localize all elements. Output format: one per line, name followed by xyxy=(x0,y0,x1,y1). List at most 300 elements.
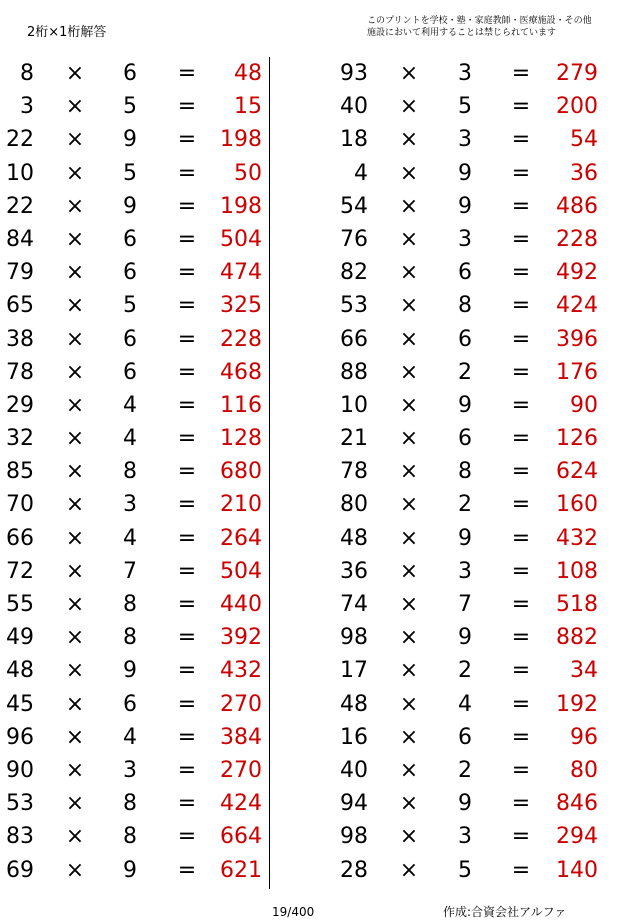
multiplier: 5 xyxy=(123,94,137,120)
multiplicand: 8 xyxy=(20,61,34,86)
problem-row xyxy=(0,621,290,654)
problem-row xyxy=(0,455,290,488)
answer: 882 xyxy=(556,625,598,651)
times-sign: × xyxy=(399,326,419,352)
problem-row xyxy=(0,123,290,156)
answer: 36 xyxy=(570,160,598,186)
times-sign: × xyxy=(65,326,85,352)
problem-row xyxy=(320,820,610,853)
problem-row xyxy=(320,389,610,422)
answer: 680 xyxy=(220,459,262,485)
multiplicand: 21 xyxy=(340,426,368,452)
problem-row xyxy=(320,522,610,555)
problem-row xyxy=(320,488,610,521)
times-sign: × xyxy=(65,625,85,651)
problem-row xyxy=(320,190,610,223)
multiplicand: 48 xyxy=(340,525,368,551)
times-sign: × xyxy=(399,757,419,783)
column-divider xyxy=(269,57,270,889)
multiplicand: 66 xyxy=(340,326,368,352)
multiplicand: 49 xyxy=(6,625,34,651)
equals-sign: = xyxy=(511,160,531,186)
answer: 108 xyxy=(556,558,598,584)
times-sign: × xyxy=(65,459,85,485)
answer: 128 xyxy=(220,426,262,452)
multiplier: 4 xyxy=(458,691,472,717)
multiplicand: 98 xyxy=(340,824,368,850)
problem-row xyxy=(0,90,290,123)
problem-row xyxy=(0,754,290,787)
multiplicand: 66 xyxy=(6,525,34,551)
problem-row xyxy=(320,455,610,488)
equals-sign: = xyxy=(177,127,197,153)
equals-sign: = xyxy=(511,127,531,153)
equals-sign: = xyxy=(511,757,531,783)
multiplier: 3 xyxy=(123,492,137,518)
answer: 432 xyxy=(220,658,262,684)
problem-row xyxy=(0,654,290,687)
answer: 176 xyxy=(556,359,598,385)
times-sign: × xyxy=(399,193,419,219)
equals-sign: = xyxy=(511,426,531,452)
times-sign: × xyxy=(65,724,85,750)
multiplier: 8 xyxy=(458,293,472,319)
problem-row xyxy=(0,323,290,356)
multiplicand: 84 xyxy=(6,226,34,252)
answer: 228 xyxy=(556,226,598,252)
problem-row xyxy=(320,721,610,754)
multiplicand: 88 xyxy=(340,359,368,385)
problem-row xyxy=(0,721,290,754)
multiplier: 2 xyxy=(458,359,472,385)
multiplier: 7 xyxy=(458,592,472,617)
equals-sign: = xyxy=(177,392,197,418)
times-sign: × xyxy=(65,492,85,518)
times-sign: × xyxy=(399,691,419,717)
answer: 432 xyxy=(556,525,598,551)
multiplicand: 78 xyxy=(340,459,368,485)
answer: 80 xyxy=(570,757,598,783)
equals-sign: = xyxy=(177,691,197,717)
problem-row xyxy=(0,522,290,555)
times-sign: × xyxy=(65,658,85,684)
right-problem-column xyxy=(320,57,610,887)
times-sign: × xyxy=(399,459,419,485)
problem-row xyxy=(320,256,610,289)
equals-sign: = xyxy=(511,359,531,385)
multiplier: 4 xyxy=(123,724,137,750)
multiplicand: 55 xyxy=(6,592,34,617)
answer: 518 xyxy=(556,592,598,617)
answer: 48 xyxy=(234,61,262,86)
multiplier: 4 xyxy=(123,426,137,452)
answer: 90 xyxy=(570,392,598,418)
multiplier: 5 xyxy=(123,293,137,319)
answer: 126 xyxy=(556,426,598,452)
answer: 621 xyxy=(220,857,262,883)
multiplier: 8 xyxy=(123,824,137,850)
times-sign: × xyxy=(399,160,419,186)
multiplier: 9 xyxy=(123,658,137,684)
multiplier: 4 xyxy=(123,392,137,418)
times-sign: × xyxy=(65,392,85,418)
times-sign: × xyxy=(65,558,85,584)
times-sign: × xyxy=(399,293,419,319)
multiplicand: 10 xyxy=(340,392,368,418)
multiplicand: 72 xyxy=(6,558,34,584)
answer: 160 xyxy=(556,492,598,518)
problem-row xyxy=(320,787,610,820)
equals-sign: = xyxy=(511,592,531,617)
multiplicand: 3 xyxy=(20,94,34,120)
problem-row xyxy=(0,488,290,521)
multiplier: 6 xyxy=(458,426,472,452)
answer: 440 xyxy=(220,592,262,617)
answer: 392 xyxy=(220,625,262,651)
equals-sign: = xyxy=(177,459,197,485)
equals-sign: = xyxy=(177,94,197,120)
problem-row xyxy=(0,157,290,190)
equals-sign: = xyxy=(177,260,197,286)
answer: 846 xyxy=(556,791,598,817)
equals-sign: = xyxy=(511,94,531,120)
multiplicand: 32 xyxy=(6,426,34,452)
equals-sign: = xyxy=(177,724,197,750)
multiplier: 9 xyxy=(458,193,472,219)
multiplicand: 16 xyxy=(340,724,368,750)
multiplier: 9 xyxy=(123,127,137,153)
equals-sign: = xyxy=(511,824,531,850)
equals-sign: = xyxy=(177,857,197,883)
problem-row xyxy=(320,157,610,190)
author-credit: 作成:合資会社アルファ xyxy=(443,905,567,919)
times-sign: × xyxy=(399,359,419,385)
answer: 270 xyxy=(220,757,262,783)
equals-sign: = xyxy=(511,260,531,286)
equals-sign: = xyxy=(177,426,197,452)
multiplicand: 36 xyxy=(340,558,368,584)
times-sign: × xyxy=(399,724,419,750)
times-sign: × xyxy=(399,824,419,850)
usage-notice xyxy=(367,15,592,39)
times-sign: × xyxy=(399,61,419,86)
multiplier: 7 xyxy=(123,558,137,584)
problem-row xyxy=(320,289,610,322)
problem-row xyxy=(320,356,610,389)
equals-sign: = xyxy=(511,226,531,252)
times-sign: × xyxy=(399,558,419,584)
problem-row xyxy=(0,389,290,422)
multiplicand: 53 xyxy=(340,293,368,319)
multiplier: 8 xyxy=(458,459,472,485)
multiplier: 2 xyxy=(458,492,472,518)
equals-sign: = xyxy=(511,791,531,817)
equals-sign: = xyxy=(511,61,531,86)
times-sign: × xyxy=(65,757,85,783)
problem-row xyxy=(0,555,290,588)
multiplier: 6 xyxy=(458,260,472,286)
answer: 294 xyxy=(556,824,598,850)
multiplier: 6 xyxy=(123,61,137,86)
multiplicand: 94 xyxy=(340,791,368,817)
times-sign: × xyxy=(399,791,419,817)
answer: 140 xyxy=(556,857,598,883)
problem-row xyxy=(0,854,290,887)
problem-row xyxy=(320,57,610,90)
times-sign: × xyxy=(65,260,85,286)
answer: 468 xyxy=(220,359,262,385)
multiplier: 6 xyxy=(458,724,472,750)
problem-row xyxy=(320,555,610,588)
multiplier: 3 xyxy=(123,757,137,783)
problem-row xyxy=(0,588,290,621)
equals-sign: = xyxy=(511,459,531,485)
answer: 264 xyxy=(220,525,262,551)
equals-sign: = xyxy=(511,857,531,883)
equals-sign: = xyxy=(511,724,531,750)
problem-row xyxy=(0,223,290,256)
problem-row xyxy=(0,356,290,389)
multiplicand: 96 xyxy=(6,724,34,750)
answer: 424 xyxy=(220,791,262,817)
equals-sign: = xyxy=(511,193,531,219)
equals-sign: = xyxy=(177,625,197,651)
multiplier: 3 xyxy=(458,127,472,153)
times-sign: × xyxy=(399,426,419,452)
multiplier: 3 xyxy=(458,558,472,584)
multiplicand: 65 xyxy=(6,293,34,319)
equals-sign: = xyxy=(177,757,197,783)
multiplicand: 10 xyxy=(6,160,34,186)
equals-sign: = xyxy=(177,558,197,584)
times-sign: × xyxy=(399,625,419,651)
multiplicand: 40 xyxy=(340,94,368,120)
multiplier: 6 xyxy=(123,691,137,717)
times-sign: × xyxy=(65,592,85,617)
multiplicand: 98 xyxy=(340,625,368,651)
problem-row xyxy=(0,820,290,853)
times-sign: × xyxy=(65,824,85,850)
multiplicand: 40 xyxy=(340,757,368,783)
multiplier: 2 xyxy=(458,658,472,684)
problem-row xyxy=(320,621,610,654)
multiplier: 6 xyxy=(458,326,472,352)
times-sign: × xyxy=(65,160,85,186)
times-sign: × xyxy=(65,791,85,817)
times-sign: × xyxy=(65,127,85,153)
multiplicand: 29 xyxy=(6,392,34,418)
answer: 384 xyxy=(220,724,262,750)
answer: 200 xyxy=(556,94,598,120)
answer: 198 xyxy=(220,127,262,153)
times-sign: × xyxy=(65,226,85,252)
answer: 50 xyxy=(234,160,262,186)
times-sign: × xyxy=(399,658,419,684)
answer: 279 xyxy=(556,61,598,86)
multiplicand: 45 xyxy=(6,691,34,717)
answer: 15 xyxy=(234,94,262,120)
multiplier: 6 xyxy=(123,260,137,286)
answer: 198 xyxy=(220,193,262,219)
multiplicand: 48 xyxy=(340,691,368,717)
multiplier: 6 xyxy=(123,326,137,352)
answer: 474 xyxy=(220,260,262,286)
multiplier: 2 xyxy=(458,757,472,783)
usage-notice-line: このプリントを学校・塾・家庭教師・医療施設・その他 xyxy=(367,16,592,26)
multiplicand: 85 xyxy=(6,459,34,485)
times-sign: × xyxy=(399,857,419,883)
multiplicand: 38 xyxy=(6,326,34,352)
problem-row xyxy=(0,190,290,223)
times-sign: × xyxy=(65,293,85,319)
multiplicand: 79 xyxy=(6,260,34,286)
answer: 504 xyxy=(220,226,262,252)
equals-sign: = xyxy=(511,525,531,551)
problem-row xyxy=(320,688,610,721)
answer: 116 xyxy=(220,392,262,418)
times-sign: × xyxy=(65,426,85,452)
multiplier: 9 xyxy=(123,193,137,219)
times-sign: × xyxy=(399,592,419,617)
times-sign: × xyxy=(65,193,85,219)
equals-sign: = xyxy=(177,193,197,219)
equals-sign: = xyxy=(177,160,197,186)
answer: 34 xyxy=(570,658,598,684)
problem-row xyxy=(0,289,290,322)
answer: 192 xyxy=(556,691,598,717)
page-number: 19/400 xyxy=(272,905,315,919)
equals-sign: = xyxy=(177,326,197,352)
problem-row xyxy=(320,854,610,887)
multiplier: 5 xyxy=(458,857,472,883)
multiplier: 9 xyxy=(458,791,472,817)
multiplier: 5 xyxy=(123,160,137,186)
multiplier: 9 xyxy=(458,525,472,551)
multiplier: 9 xyxy=(458,160,472,186)
multiplicand: 69 xyxy=(6,857,34,883)
problem-row xyxy=(320,123,610,156)
times-sign: × xyxy=(65,94,85,120)
multiplier: 3 xyxy=(458,61,472,86)
problem-row xyxy=(320,223,610,256)
equals-sign: = xyxy=(511,558,531,584)
worksheet-title: 2桁×1桁解答 xyxy=(27,25,107,40)
problem-row xyxy=(320,754,610,787)
equals-sign: = xyxy=(511,326,531,352)
answer: 664 xyxy=(220,824,262,850)
equals-sign: = xyxy=(511,492,531,518)
multiplicand: 70 xyxy=(6,492,34,518)
equals-sign: = xyxy=(177,525,197,551)
problem-row xyxy=(0,256,290,289)
multiplier: 8 xyxy=(123,459,137,485)
times-sign: × xyxy=(399,392,419,418)
multiplier: 9 xyxy=(123,857,137,883)
problem-row xyxy=(0,787,290,820)
equals-sign: = xyxy=(177,61,197,86)
equals-sign: = xyxy=(177,592,197,617)
times-sign: × xyxy=(65,857,85,883)
multiplicand: 78 xyxy=(6,359,34,385)
equals-sign: = xyxy=(511,625,531,651)
multiplier: 4 xyxy=(123,525,137,551)
times-sign: × xyxy=(399,226,419,252)
answer: 96 xyxy=(570,724,598,750)
answer: 504 xyxy=(220,558,262,584)
answer: 424 xyxy=(556,293,598,319)
multiplicand: 22 xyxy=(6,193,34,219)
equals-sign: = xyxy=(177,293,197,319)
times-sign: × xyxy=(65,525,85,551)
times-sign: × xyxy=(65,691,85,717)
multiplier: 8 xyxy=(123,791,137,817)
multiplier: 8 xyxy=(123,625,137,651)
multiplicand: 80 xyxy=(340,492,368,518)
multiplier: 3 xyxy=(458,824,472,850)
problem-row xyxy=(320,588,610,621)
multiplier: 6 xyxy=(123,359,137,385)
multiplier: 8 xyxy=(123,592,137,617)
equals-sign: = xyxy=(177,791,197,817)
multiplicand: 28 xyxy=(340,857,368,883)
times-sign: × xyxy=(399,525,419,551)
equals-sign: = xyxy=(511,658,531,684)
answer: 492 xyxy=(556,260,598,286)
equals-sign: = xyxy=(177,658,197,684)
multiplicand: 17 xyxy=(340,658,368,684)
multiplicand: 53 xyxy=(6,791,34,817)
multiplicand: 22 xyxy=(6,127,34,153)
multiplicand: 90 xyxy=(6,757,34,783)
problem-row xyxy=(320,323,610,356)
usage-notice-line: 施設において利用することは禁じられています xyxy=(367,28,557,38)
times-sign: × xyxy=(399,260,419,286)
equals-sign: = xyxy=(511,691,531,717)
multiplier: 9 xyxy=(458,392,472,418)
times-sign: × xyxy=(65,61,85,86)
answer: 270 xyxy=(220,691,262,717)
multiplier: 3 xyxy=(458,226,472,252)
problem-row xyxy=(0,688,290,721)
problem-row xyxy=(320,90,610,123)
answer: 325 xyxy=(220,293,262,319)
multiplicand: 74 xyxy=(340,592,368,617)
times-sign: × xyxy=(65,359,85,385)
problem-row xyxy=(0,57,290,90)
multiplicand: 76 xyxy=(340,226,368,252)
equals-sign: = xyxy=(177,359,197,385)
problem-row xyxy=(0,422,290,455)
problem-row xyxy=(320,422,610,455)
left-problem-column xyxy=(0,57,290,887)
times-sign: × xyxy=(399,127,419,153)
equals-sign: = xyxy=(177,226,197,252)
multiplier: 5 xyxy=(458,94,472,120)
answer: 624 xyxy=(556,459,598,485)
multiplicand: 82 xyxy=(340,260,368,286)
times-sign: × xyxy=(399,94,419,120)
problem-row xyxy=(320,654,610,687)
multiplier: 6 xyxy=(123,226,137,252)
multiplicand: 4 xyxy=(354,160,368,186)
multiplicand: 54 xyxy=(340,193,368,219)
answer: 228 xyxy=(220,326,262,352)
answer: 396 xyxy=(556,326,598,352)
equals-sign: = xyxy=(177,824,197,850)
multiplier: 9 xyxy=(458,625,472,651)
equals-sign: = xyxy=(511,392,531,418)
equals-sign: = xyxy=(177,492,197,518)
